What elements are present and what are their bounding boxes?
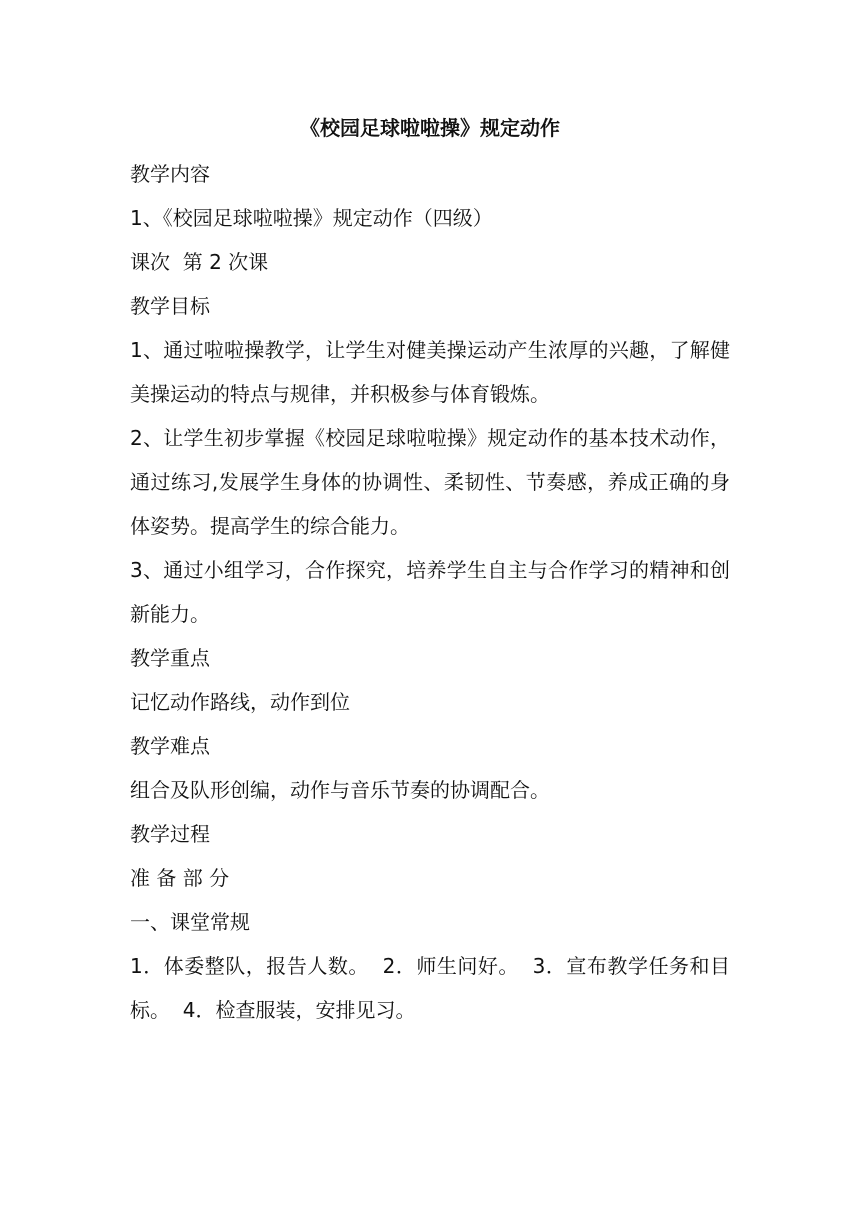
process-heading: 教学过程 <box>130 822 210 846</box>
content-item: 1、《校园足球啦啦操》规定动作（四级） <box>130 206 493 230</box>
key-points-text: 记忆动作路线，动作到位 <box>130 690 350 714</box>
content-heading: 教学内容 <box>130 162 210 186</box>
preparation-part: 准 备 部 分 <box>130 866 230 890</box>
routine-heading: 一、课堂常规 <box>130 910 250 934</box>
goal-1: 1、通过啦啦操教学，让学生对健美操运动产生浓厚的兴趣，了解健美操运动的特点与规律，并积极参与体育锻炼。 <box>130 338 730 406</box>
goal-2: 2、让学生初步掌握《校园足球啦啦操》规定动作的基本技术动作，通过练习,发展学生身体的协调性、柔韧性、节奏感，养成正确的身体姿势。提高学生的综合能力。 <box>130 426 730 538</box>
document-page <box>130 108 730 1032</box>
routine-text: 1．体委整队，报告人数。 2．师生问好。 3．宣布教学任务和目标。 4．检查服装，安排见习。 <box>130 954 730 1022</box>
goals-heading: 教学目标 <box>130 294 210 318</box>
difficulty-heading: 教学难点 <box>130 734 210 758</box>
document-title: 《校园足球啦啦操》规定动作 <box>300 116 560 140</box>
difficulty-text: 组合及队形创编，动作与音乐节奏的协调配合。 <box>130 778 550 802</box>
lesson-number: 课次 第 2 次课 <box>130 250 269 274</box>
goal-3: 3、通过小组学习，合作探究，培养学生自主与合作学习的精神和创新能力。 <box>130 558 730 626</box>
key-points-heading: 教学重点 <box>130 646 210 670</box>
